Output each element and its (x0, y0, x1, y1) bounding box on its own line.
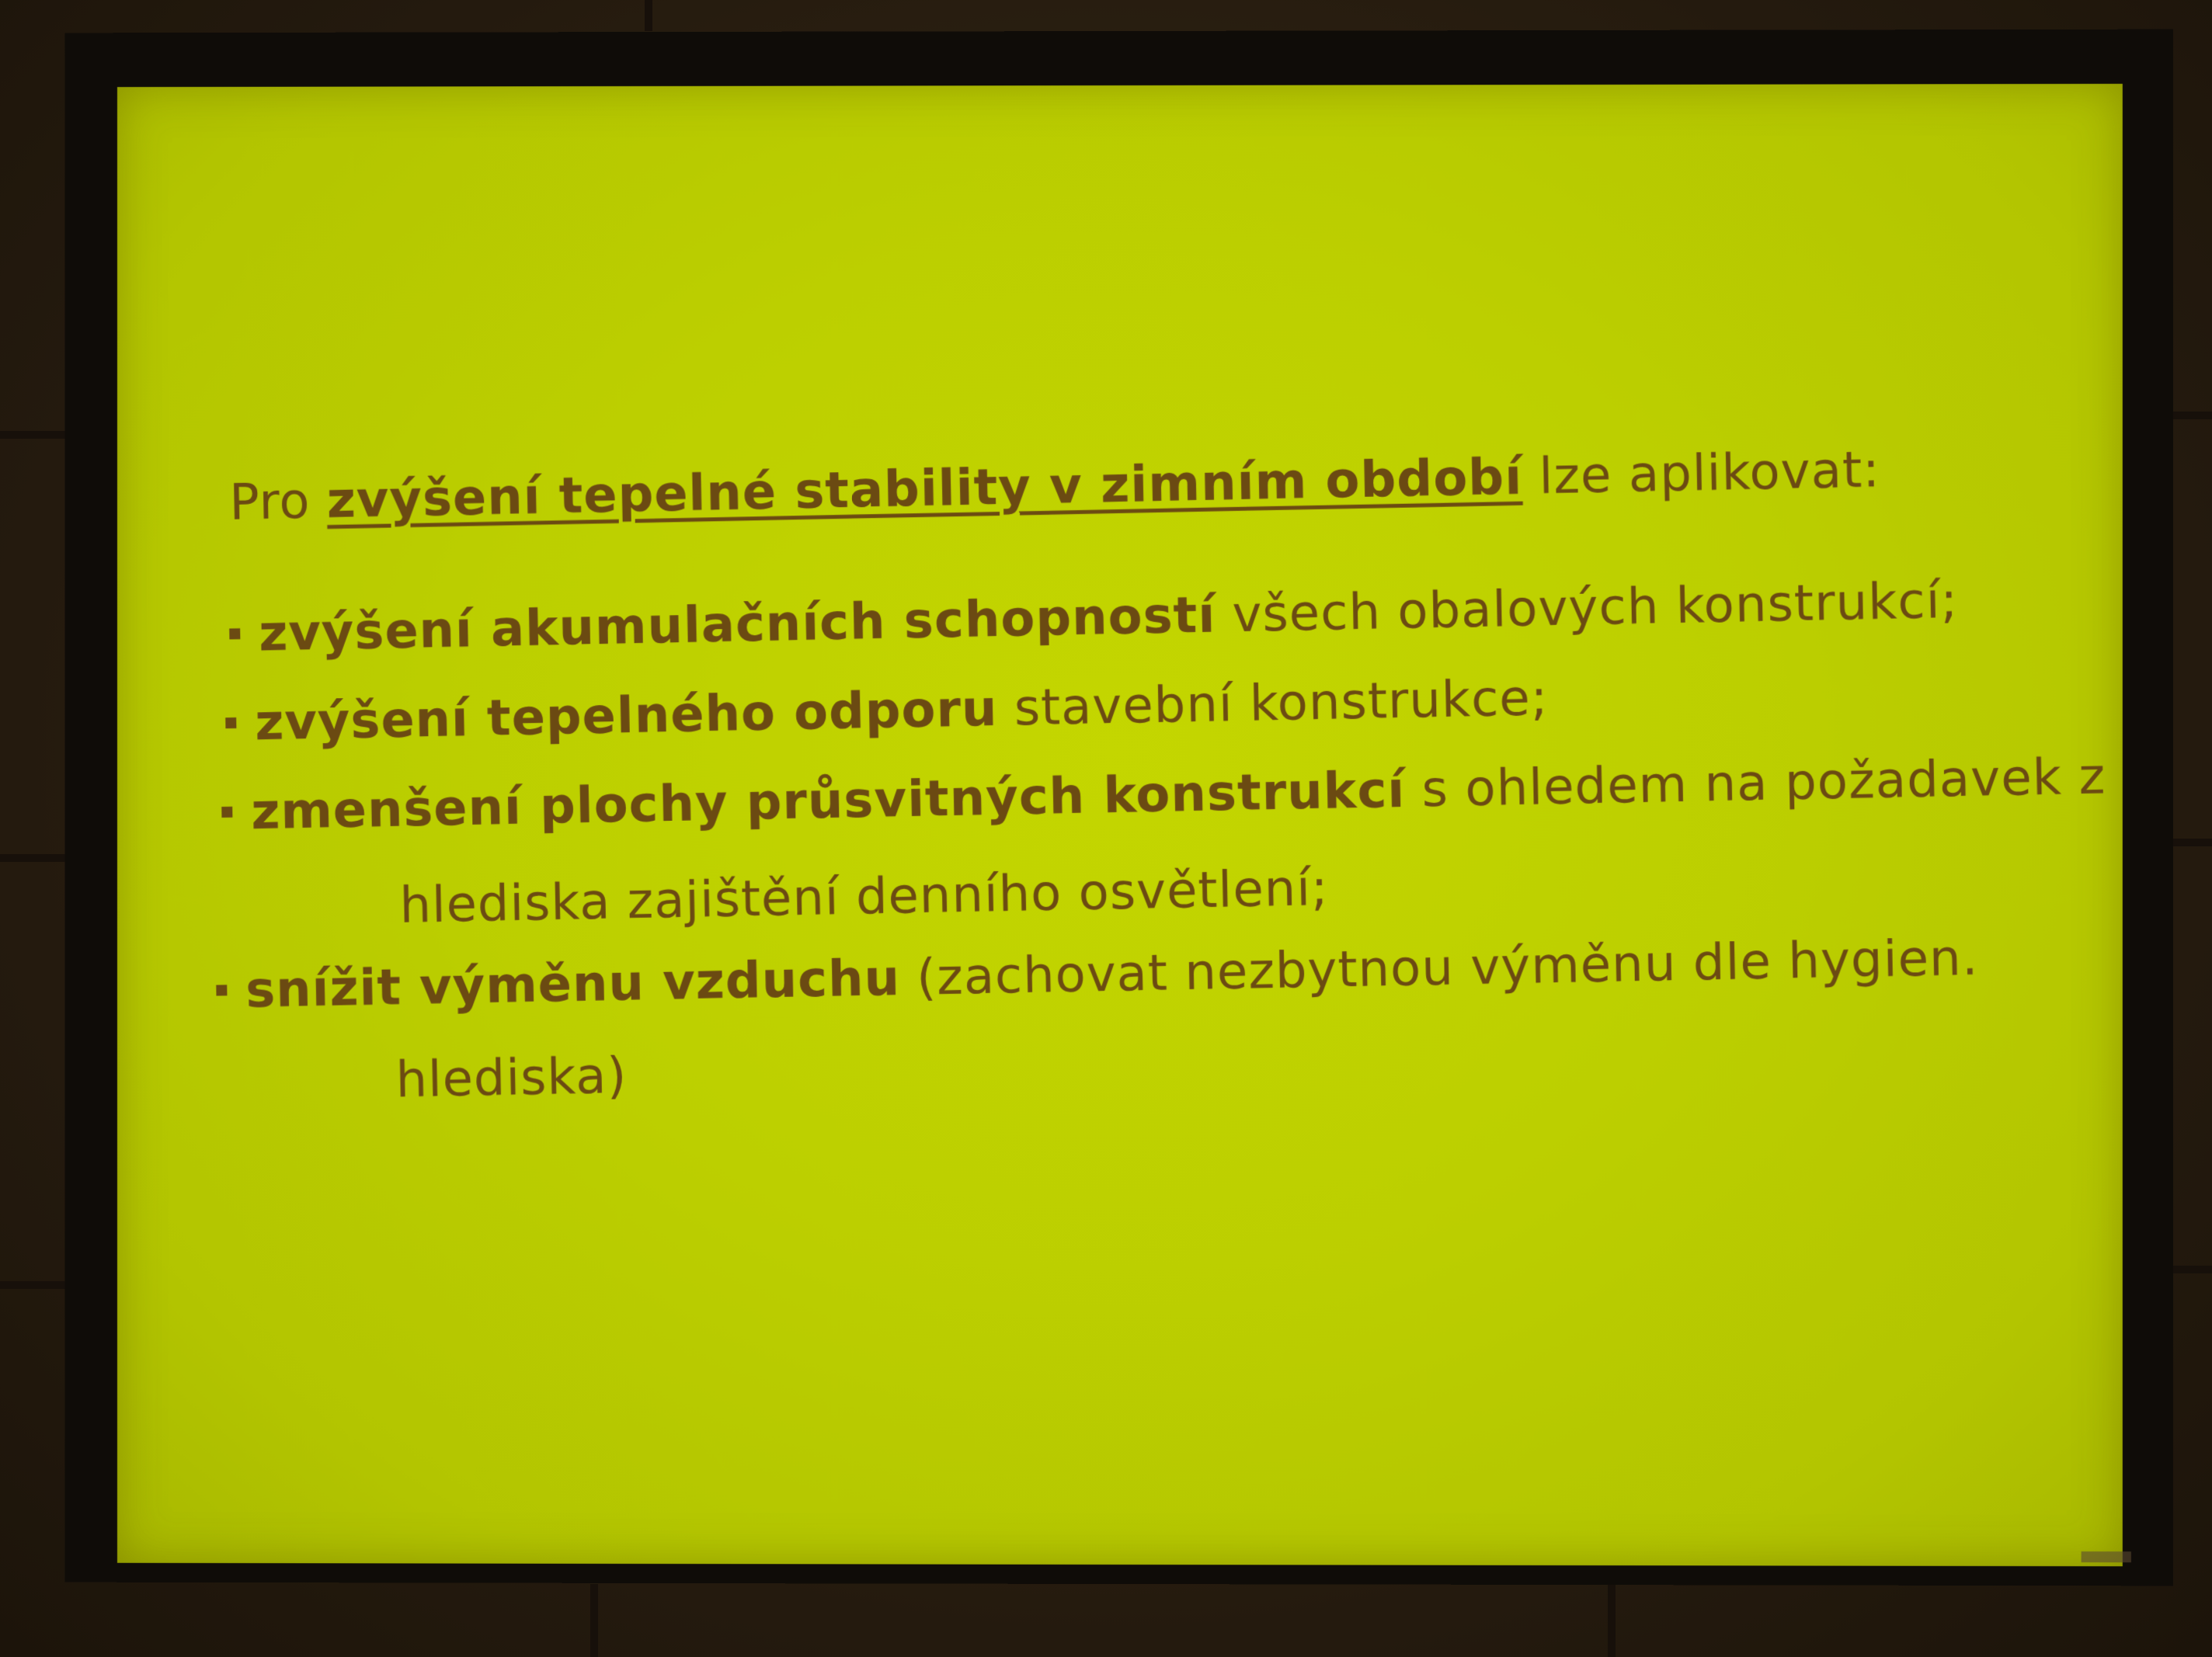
wall-seam (645, 0, 652, 31)
intro-prefix: Pro (228, 472, 328, 532)
bullet-bold-text: zvýšení akumulačních schopností (258, 586, 1216, 663)
slide-intro-line (229, 441, 1881, 531)
bullet-continuation-4: hlediska) (395, 1047, 628, 1110)
bullet-item-2 (225, 669, 1549, 752)
bullet-square-icon (221, 807, 232, 818)
intro-suffix: lze aplikovat: (1522, 441, 1881, 506)
bullet-rest-text: všech obalových konstrukcí; (1215, 571, 1959, 644)
bullet-item-4 (216, 929, 1979, 1020)
bullet-rest-text: s ohledem na požadavek z (1404, 748, 2106, 819)
wall-seam (1608, 1584, 1616, 1657)
bullet-rest-text: (zachovat nezbytnou výměnu dle hygien. (899, 929, 1979, 1007)
projection-screen-frame (64, 30, 2173, 1586)
slide-content (117, 84, 2123, 1566)
bullet-bold-text: zvýšení tepelného odporu (254, 679, 999, 752)
bullet-square-icon (225, 717, 236, 728)
screen-brand-tag (2082, 1551, 2131, 1562)
bullet-bold-text: snížit výměnu vzduchu (245, 949, 901, 1020)
projection-screen (117, 84, 2123, 1566)
bullet-item-1 (229, 572, 1959, 664)
bullet-square-icon (216, 985, 227, 996)
wall-seam (590, 1584, 598, 1657)
bullet-rest-text: stavební konstrukce; (996, 669, 1549, 738)
intro-highlight: zvýšení tepelné stability v zimním období (326, 448, 1523, 530)
bullet-continuation-3: hlediska zajištění denního osvětlení; (398, 860, 1330, 935)
bullet-item-3 (221, 748, 2106, 842)
bullet-square-icon (229, 629, 240, 640)
bullet-bold-text: zmenšení plochy průsvitných konstrukcí (250, 761, 1407, 842)
